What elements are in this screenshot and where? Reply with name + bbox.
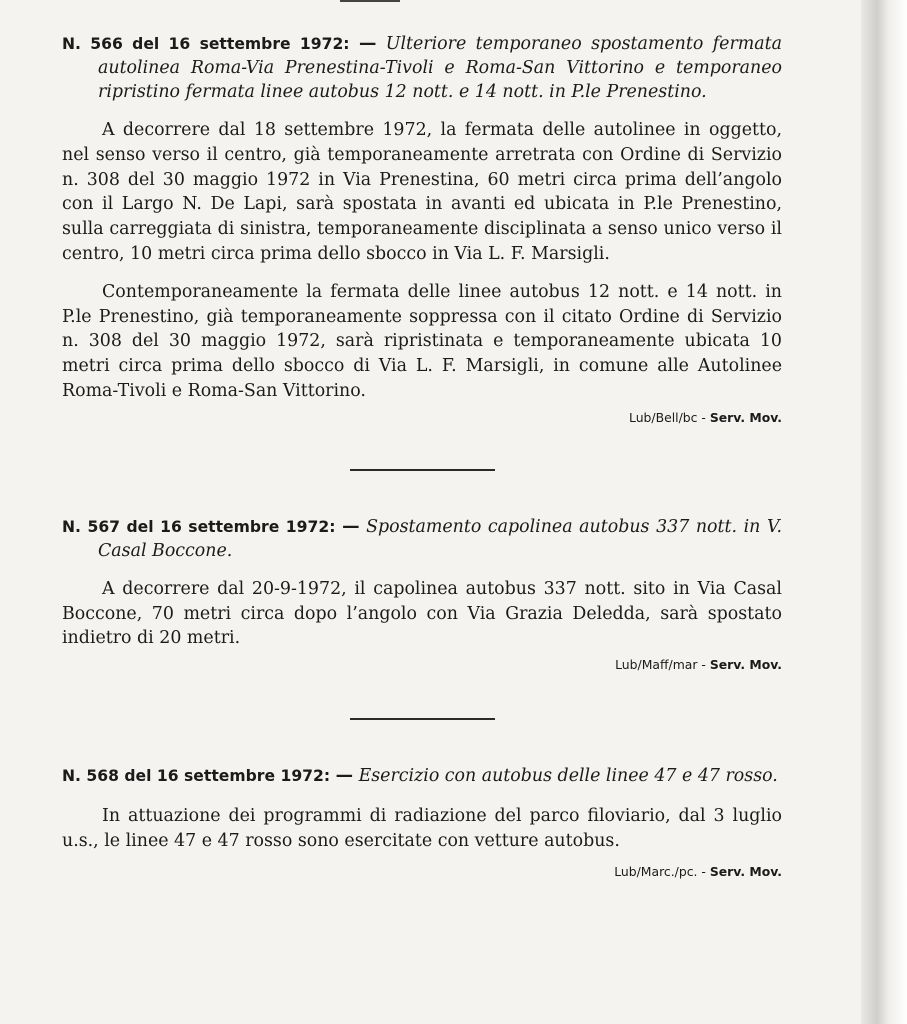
reference-department: Serv. Mov. bbox=[709, 657, 782, 673]
reference-code: Lub/Marc./pc. bbox=[614, 863, 698, 879]
entry-paragraph: A decorrere dal 20-9-1972, il capolinea autobus 337 nott. sito in Via Casal Boccone, 70 metri circa dopo l’angolo con Via Grazia Deledda, sarà spostato indietro di 20 metri. bbox=[62, 578, 782, 649]
entry-number: N. 567 del 16 settembre 1972: bbox=[62, 517, 336, 536]
entry-reference bbox=[62, 657, 782, 672]
entry-paragraph: Contemporaneamente la fermata delle linee autobus 12 nott. e 14 nott. in P.le Prenestino, già temporaneamente soppressa con il citato Ordine di Servizio n. 308 del 30 maggio 1972, sarà ripristinata e temporaneamente ubicata 10 metri circa prima dello sbocco di Via L. F. Marsigli, in comune alle Autolinee Roma-Tivoli e Roma-San Vittorino. bbox=[62, 281, 782, 401]
entry-dash: — bbox=[358, 34, 377, 54]
reference-separator: - bbox=[701, 863, 706, 879]
entry-paragraph: In attuazione dei programmi di radiazione del parco filoviario, dal 3 luglio u.s., le linee 47 e 47 rosso sono esercitate con vetture autobus. bbox=[62, 806, 782, 851]
entry-reference bbox=[62, 864, 782, 879]
top-separator-rule bbox=[340, 0, 400, 2]
reference-department: Serv. Mov. bbox=[709, 409, 782, 425]
entry-header bbox=[62, 515, 782, 563]
entry-reference bbox=[62, 410, 782, 425]
order-entry-566 bbox=[62, 32, 782, 425]
page-edge-shadow bbox=[861, 0, 907, 1024]
entry-number: N. 568 del 16 settembre 1972: bbox=[62, 767, 331, 786]
entry-header bbox=[62, 32, 782, 104]
entry-paragraph: A decorrere dal 18 settembre 1972, la fermata delle autolinee in oggetto, nel senso verso il centro, già temporaneamente arretrata con Ordine di Servizio n. 308 del 30 maggio 1972 in Via Prenestina, 60 metri circa prima dell’angolo con il Largo N. De Lapi, sarà spostata in avanti ed ubicata in P.le Prenestino, sulla carreggiata di sinistra, temporaneamente disciplinata a senso unico verso il centro, 10 metri circa prima dello sbocco in Via L. F. Marsigli. bbox=[62, 120, 782, 264]
order-entry-568 bbox=[62, 764, 782, 879]
reference-separator: - bbox=[701, 657, 706, 673]
entry-header bbox=[62, 764, 782, 788]
entry-subject: Esercizio con autobus delle linee 47 e 47 rosso. bbox=[358, 766, 778, 787]
order-entry-567 bbox=[62, 515, 782, 672]
reference-code: Lub/Maff/mar bbox=[615, 657, 698, 673]
section-separator bbox=[350, 718, 495, 720]
reference-code: Lub/Bell/bc bbox=[629, 409, 698, 425]
section-separator bbox=[350, 469, 495, 471]
document-body bbox=[62, 32, 782, 879]
entry-subject: Spostamento capolinea autobus 337 nott. in V. Casal Boccone. bbox=[98, 516, 783, 561]
entry-subject: Ulteriore temporaneo spostamento fermata autolinea Roma-Via Prenestina-Tivoli e Roma-San Vittorino e temporaneo ripristino fermata linee autobus 12 nott. e 14 nott. in P.le Prenestino. bbox=[98, 34, 782, 102]
reference-department: Serv. Mov. bbox=[709, 863, 782, 879]
entry-dash: — bbox=[342, 516, 360, 537]
reference-separator: - bbox=[701, 409, 706, 425]
entry-dash: — bbox=[335, 766, 354, 787]
entry-number: N. 566 del 16 settembre 1972: bbox=[62, 35, 350, 53]
